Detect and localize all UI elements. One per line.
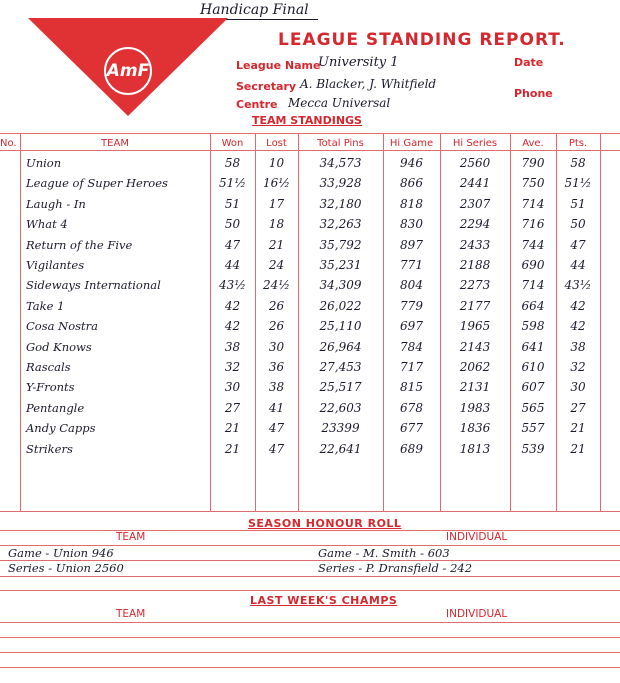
total-pins-cell: 26,022 xyxy=(319,298,362,313)
team-name-cell: Rascals xyxy=(26,360,71,374)
total-pins-cell: 22,603 xyxy=(319,400,362,415)
hi-game-cell: 815 xyxy=(400,380,423,395)
pts-cell: 30 xyxy=(570,380,586,395)
last-week-individual-head: INDIVIDUAL xyxy=(446,608,508,620)
total-pins-cell: 23399 xyxy=(321,421,360,436)
won-cell: 42 xyxy=(224,319,241,334)
total-pins-cell: 25,110 xyxy=(319,319,362,334)
won-cell: 38 xyxy=(224,339,241,354)
ave-cell: 690 xyxy=(521,258,545,272)
hi-game-cell: 818 xyxy=(400,196,423,211)
team-name-cell: What 4 xyxy=(26,217,68,232)
last-week-title: LAST WEEK'S CHAMPS xyxy=(250,594,398,607)
total-pins-cell: 35,792 xyxy=(319,237,362,252)
ave-cell: 750 xyxy=(521,176,545,191)
hi-game-cell: 897 xyxy=(400,237,423,252)
row-rule xyxy=(0,622,620,623)
won-cell: 32 xyxy=(224,360,241,374)
honour-roll-title: SEASON HONOUR ROLL xyxy=(248,517,402,530)
team-name-cell: Pentangle xyxy=(26,400,85,415)
lost-cell: 30 xyxy=(268,339,285,354)
lost-cell: 38 xyxy=(268,380,285,395)
won-cell: 51 xyxy=(224,196,241,211)
hi-game-cell: 689 xyxy=(400,441,423,456)
team-name-cell: Union xyxy=(26,156,62,170)
hi-series-cell: 2307 xyxy=(459,196,491,211)
league-name-label: League Name xyxy=(236,59,321,72)
row-rule xyxy=(0,590,620,591)
honour-individual-head: INDIVIDUAL xyxy=(446,531,508,543)
hi-series-cell: 1983 xyxy=(459,400,491,415)
hi-game-cell: 717 xyxy=(400,360,423,374)
lost-cell: 16½ xyxy=(263,176,290,191)
handicap-note: Handicap Final xyxy=(200,2,309,18)
secretary-value: A. Blacker, J. Whitfield xyxy=(300,77,437,91)
ave-cell: 714 xyxy=(521,196,545,211)
pts-cell: 21 xyxy=(570,441,586,456)
team-name-cell: Vigilantes xyxy=(26,258,85,272)
section-rule xyxy=(0,511,620,512)
lost-cell: 17 xyxy=(268,196,285,211)
hi-game-cell: 779 xyxy=(400,298,423,313)
team-name-cell: Laugh - In xyxy=(26,196,86,211)
lost-cell: 41 xyxy=(268,400,285,415)
team-name-cell: Sideways International xyxy=(26,278,161,293)
team-name-cell: Andy Capps xyxy=(26,421,96,436)
lost-cell: 24 xyxy=(268,258,285,272)
total-pins-cell: 32,263 xyxy=(319,217,362,232)
hi-game-cell: 946 xyxy=(400,156,423,170)
col-head-pts: Pts. xyxy=(568,138,588,149)
ave-cell: 664 xyxy=(521,298,545,313)
hi-game-cell: 866 xyxy=(400,176,423,191)
hi-series-cell: 2441 xyxy=(459,176,491,191)
ave-cell: 598 xyxy=(521,319,545,334)
pts-cell: 38 xyxy=(570,339,586,354)
team-name-cell: Cosa Nostra xyxy=(26,319,98,334)
pts-cell: 27 xyxy=(570,400,586,415)
col-head-team: TEAM xyxy=(101,138,129,149)
ave-cell: 716 xyxy=(521,217,545,232)
row-rule xyxy=(0,667,620,668)
section-rule xyxy=(0,530,620,531)
honour-individual-game: Game - M. Smith - 603 xyxy=(318,546,450,560)
col-head-won: Won xyxy=(221,138,244,149)
ave-cell: 539 xyxy=(521,441,545,456)
hi-series-cell: 2294 xyxy=(459,217,491,232)
col-head-total-pins: Total Pins xyxy=(317,138,364,149)
hi-series-cell: 1813 xyxy=(459,441,491,456)
hi-game-cell: 677 xyxy=(400,421,423,436)
won-cell: 21 xyxy=(224,441,241,456)
lost-cell: 24½ xyxy=(263,278,290,293)
centre-label: Centre xyxy=(236,98,278,111)
pts-cell: 51 xyxy=(570,196,586,211)
total-pins-cell: 27,453 xyxy=(319,360,362,374)
honour-team-series: Series - Union 2560 xyxy=(8,561,124,575)
ave-cell: 641 xyxy=(521,339,545,354)
lost-cell: 21 xyxy=(268,237,285,252)
col-head-no: No. xyxy=(0,138,17,149)
pts-cell: 47 xyxy=(570,237,586,252)
won-cell: 51½ xyxy=(219,176,246,191)
pts-cell: 32 xyxy=(570,360,586,374)
pts-cell: 42 xyxy=(570,298,586,313)
table-top-rule xyxy=(0,133,620,134)
honour-team-head: TEAM xyxy=(116,531,146,543)
col-head-hi-game: Hi Game xyxy=(389,138,434,149)
hi-game-cell: 697 xyxy=(400,319,423,334)
col-head-ave: Ave. xyxy=(522,138,544,149)
total-pins-cell: 35,231 xyxy=(319,258,362,272)
total-pins-cell: 26,964 xyxy=(319,339,362,354)
total-pins-cell: 22,641 xyxy=(319,441,362,456)
pts-cell: 21 xyxy=(570,421,586,436)
centre-value: Mecca Universal xyxy=(288,96,391,110)
won-cell: 43½ xyxy=(219,278,246,293)
hi-game-cell: 830 xyxy=(400,217,423,232)
lost-cell: 36 xyxy=(268,360,285,374)
row-rule xyxy=(0,576,620,577)
ave-cell: 565 xyxy=(521,400,545,415)
ave-cell: 790 xyxy=(521,156,545,170)
total-pins-cell: 34,573 xyxy=(319,156,362,170)
ave-cell: 744 xyxy=(521,237,545,252)
date-label: Date xyxy=(514,56,544,69)
hi-series-cell: 1965 xyxy=(459,319,491,334)
col-divider xyxy=(600,133,601,511)
hi-game-cell: 784 xyxy=(400,339,423,354)
lost-cell: 47 xyxy=(268,441,285,456)
pts-cell: 58 xyxy=(570,156,586,170)
row-rule xyxy=(0,637,620,638)
lost-cell: 10 xyxy=(268,156,285,170)
won-cell: 27 xyxy=(224,400,241,415)
ave-cell: 610 xyxy=(521,360,545,374)
honour-individual-series: Series - P. Dransfield - 242 xyxy=(318,561,473,575)
team-standings-heading: TEAM STANDINGS xyxy=(252,114,362,127)
won-cell: 47 xyxy=(224,237,241,252)
team-name-cell: Y-Fronts xyxy=(26,380,75,395)
hi-series-cell: 2433 xyxy=(459,237,491,252)
ave-cell: 557 xyxy=(521,421,545,436)
team-name-cell: Strikers xyxy=(26,441,73,456)
lost-cell: 26 xyxy=(268,298,285,313)
total-pins-cell: 33,928 xyxy=(319,176,362,191)
lost-cell: 47 xyxy=(268,421,285,436)
hi-series-cell: 2131 xyxy=(459,380,491,395)
pts-cell: 43½ xyxy=(564,278,592,293)
won-cell: 58 xyxy=(224,156,241,170)
hi-series-cell: 2273 xyxy=(459,278,491,293)
hi-game-cell: 678 xyxy=(400,400,423,415)
team-name-cell: League of Super Heroes xyxy=(26,176,168,191)
phone-label: Phone xyxy=(514,87,553,100)
col-divider xyxy=(20,133,21,511)
won-cell: 30 xyxy=(224,380,241,395)
hi-series-cell: 2188 xyxy=(459,258,491,272)
col-head-hi-series: Hi Series xyxy=(452,138,498,149)
hi-series-cell: 2143 xyxy=(459,339,491,354)
team-name-cell: God Knows xyxy=(26,339,92,354)
league-name-value: University 1 xyxy=(318,55,399,70)
hi-series-cell: 2062 xyxy=(459,360,491,374)
col-head-lost: Lost xyxy=(266,138,287,149)
total-pins-cell: 25,517 xyxy=(319,380,362,395)
hi-series-cell: 1836 xyxy=(459,421,491,436)
total-pins-cell: 34,309 xyxy=(319,278,362,293)
pts-cell: 42 xyxy=(570,319,586,334)
won-cell: 42 xyxy=(224,298,241,313)
lost-cell: 18 xyxy=(268,217,285,232)
pts-cell: 44 xyxy=(570,258,586,272)
ave-cell: 607 xyxy=(521,380,545,395)
last-week-team-head: TEAM xyxy=(116,608,146,620)
hi-series-cell: 2177 xyxy=(459,298,491,313)
total-pins-cell: 32,180 xyxy=(319,196,362,211)
won-cell: 21 xyxy=(224,421,241,436)
report-title: LEAGUE STANDING REPORT. xyxy=(278,30,566,50)
team-name-cell: Return of the Five xyxy=(26,237,133,252)
won-cell: 44 xyxy=(224,258,241,272)
table-header-rule xyxy=(0,150,620,151)
lost-cell: 26 xyxy=(268,319,285,334)
hi-game-cell: 771 xyxy=(400,258,423,272)
pts-cell: 51½ xyxy=(564,176,592,191)
hi-game-cell: 804 xyxy=(400,278,423,293)
honour-team-game: Game - Union 946 xyxy=(8,546,114,560)
secretary-label: Secretary xyxy=(236,80,297,93)
row-rule xyxy=(0,652,620,653)
amf-logo: AmF xyxy=(104,47,152,95)
won-cell: 50 xyxy=(224,217,241,232)
hi-series-cell: 2560 xyxy=(459,156,491,170)
ave-cell: 714 xyxy=(521,278,545,293)
pts-cell: 50 xyxy=(570,217,586,232)
team-name-cell: Take 1 xyxy=(26,298,65,313)
